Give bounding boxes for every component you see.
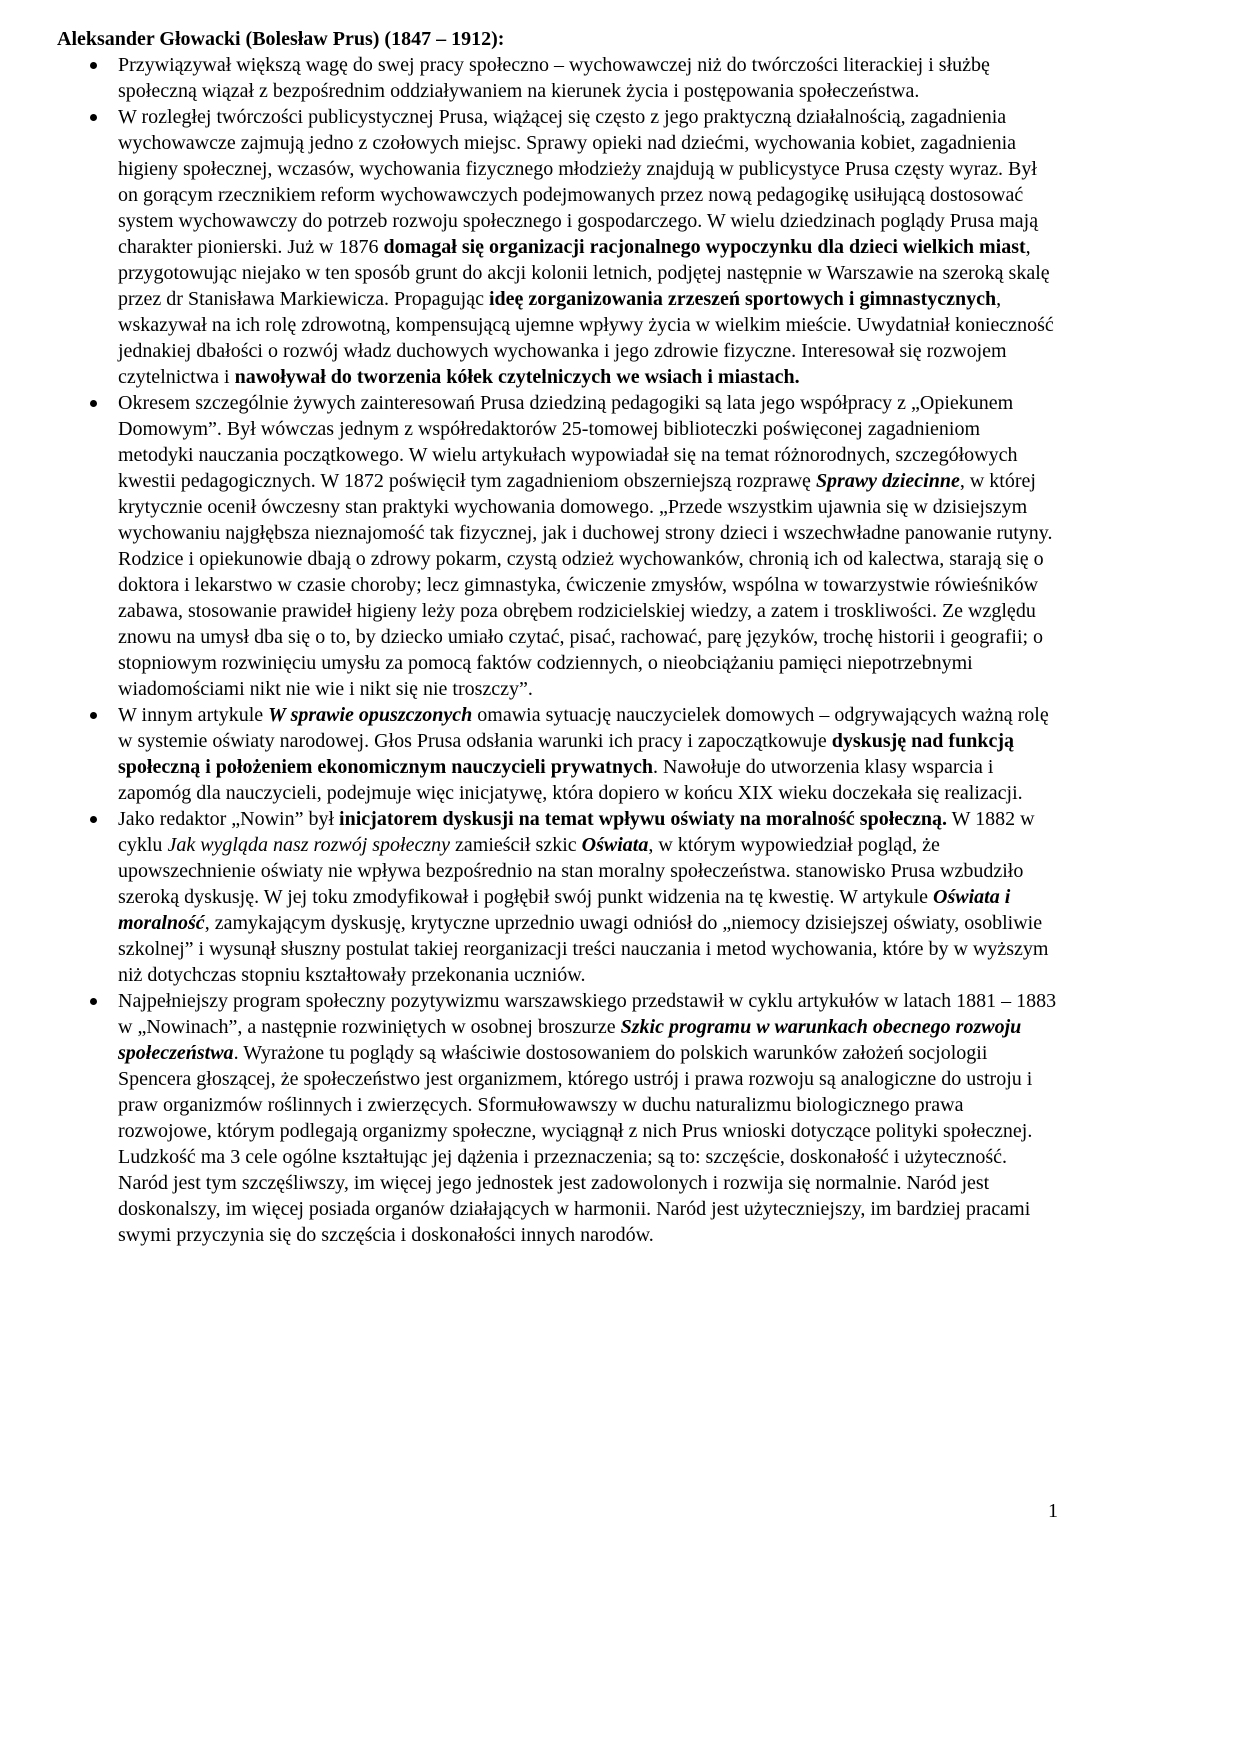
bullet-marker-icon xyxy=(90,712,97,719)
text-run: Oświata i moralność xyxy=(118,886,1011,934)
text-run: Szkic programu w warunkach obecnego rozwoju społeczeństwa xyxy=(118,1016,1022,1064)
text-run: , przygotowując niejako w ten sposób grunt do akcji kolonii letnich, podjętej następnie w Warszawie na szeroką skalę przez dr Stanisława Markiewicza. Propagując xyxy=(118,236,1050,310)
bullet-item xyxy=(57,104,1060,390)
text-run: Przywiązywał większą wagę do swej pracy społeczno – wychowawczej niż do twórczości literackiej i służbę społeczną wiązał z bezpośrednim oddziaływaniem na kierunek życia i postępowania społeczeństwa. xyxy=(118,54,990,102)
bullet-marker-icon xyxy=(90,400,97,407)
text-run: . Nawołuje do utworzenia klasy wsparcia i zapomóg dla nauczycieli, podejmuje więc inicjatywę, która dopiero w końcu XIX wieku doczekała się realizacji. xyxy=(118,756,1023,804)
text-run: inicjatorem dyskusji na temat wpływu oświaty na moralność społeczną. xyxy=(339,808,948,830)
text-run: , w której krytycznie ocenił ówczesny stan praktyki wychowania domowego. „Przede wszystkim ujawnia się w dzisiejszym wychowaniu najgłębsza nieznajomość tak fizycznej, jak i duchowej strony dzieci i wszechwładne panowanie rutyny. Rodzice i opiekunowie dbają o zdrowy pokarm, czystą odzież wychowanków, chronią ich od kalectwa, starają się o doktora i lekarstwo w czasie choroby; lecz gimnastyka, ćwiczenie zmysłów, wspólna w towarzystwie rówieśników zabawa, stosowanie prawideł higieny leży poza obrębem rodzicielskiej wiedzy, a zatem i troskliwości. Ze względu znowu na umysł dba się o to, by dziecko umiało czytać, pisać, rachować, parę języków, trochę historii i geografii; o stopniowym rozwinięciu umysłu za pomocą faktów codziennych, o nieobciążaniu pamięci niepotrzebnymi wiadomościami nikt nie wie i nikt się nie troszczy”. xyxy=(118,470,1053,700)
bullet-text xyxy=(118,704,1049,804)
text-run: Jak wygląda nasz rozwój społeczny xyxy=(167,834,451,856)
text-run: Jako redaktor „Nowin” był xyxy=(118,808,340,830)
bullet-text xyxy=(118,392,1052,700)
text-run: Najpełniejszy program społeczny pozytywizmu warszawskiego przedstawił w cyklu artykułów w latach 1881 – 1883 w „Nowinach”, a następnie rozwiniętych w osobnej broszurze xyxy=(118,990,1057,1038)
bullet-item xyxy=(57,52,1060,104)
text-run: omawia sytuację nauczycielek domowych – odgrywających ważną rolę w systemie oświaty narodowej. Głos Prusa odsłania warunki ich pracy i zapoczątkowuje xyxy=(118,704,1049,752)
text-run: , zamykającym dyskusję, krytyczne uprzednio uwagi odniósł do „niemocy dzisiejszej oświaty, osobliwie szkolnej” i wysunął słuszny postulat takiej reorganizacji treści nauczania i metod wychowania, które by w wyższym niż dotychczas stopniu kształtowały przekonania uczniów. xyxy=(118,912,1049,986)
bullet-item xyxy=(57,390,1060,702)
bullet-item xyxy=(57,988,1060,1248)
text-run: Okresem szczególnie żywych zainteresowań Prusa dziedziną pedagogiki są lata jego współpracy z „Opiekunem Domowym”. Był wówczas jednym z współredaktorów 25-tomowej biblioteczki poświęconej zagadnieniom metodyki nauczania początkowego. W wielu artykułach wypowiadał się na temat różnorodnych, szczegółowych kwestii pedagogicznych. W 1872 poświęcił tym zagadnieniom obszerniejszą rozprawę xyxy=(118,392,1018,492)
text-run: Oświata xyxy=(581,834,649,856)
bullet-text xyxy=(118,990,1056,1246)
text-run: . Wyrażone tu poglądy są właściwie dostosowaniem do polskich warunków założeń socjologii Spencera głoszącej, że społeczeństwo jest organizmem, którego ustrój i prawa rozwoju są analogiczne do ustroju i praw organizmów roślinnych i zwierzęcych. Sformułowawszy w duchu naturalizmu biologicznego prawa rozwojowe, którym podlegają organizmy społeczne, wyciągnął z nich Prus wnioski dotyczące polityki społecznej. Ludzkość ma 3 cele ogólne kształtując jej dążenia i przeznaczenia; są to: szczęście, doskonałość i użyteczność. Naród jest tym szczęśliwszy, im więcej jego jednostek jest zadowolonych i rozwija się normalnie. Naród jest doskonalszy, im więcej posiada organów działających w harmonii. Naród jest użyteczniejszy, im bardziej pracami swymi przyczynia się do szczęścia i doskonałości innych narodów. xyxy=(118,1042,1033,1246)
text-run: zamieścił szkic xyxy=(450,834,582,856)
bullet-text xyxy=(118,106,1054,388)
page-number: 1 xyxy=(1048,1500,1058,1522)
text-run: W rozległej twórczości publicystycznej Prusa, wiążącej się często z jego praktyczną działalnością, zagadnienia wychowawcze zajmują jedno z czołowych miejsc. Sprawy opieki nad dziećmi, wychowania kobiet, zagadnienia higieny społecznej, wczasów, wychowania fizycznego młodzieży znajdują w publicystyce Prusa częsty wyraz. Był on gorącym rzecznikiem reform wychowawczych podejmowanych przez nową pedagogikę usiłującą dostosować system wychowawczy do potrzeb rozwoju społecznego i gospodarczego. W wielu dziedzinach poglądy Prusa mają charakter pionierski. Już w 1876 xyxy=(118,106,1039,258)
page-title: Aleksander Głowacki (Bolesław Prus) (1847 – 1912): xyxy=(57,28,505,50)
bullet-marker-icon xyxy=(90,62,97,69)
bullet-text xyxy=(118,808,1048,986)
bullet-item xyxy=(57,806,1060,988)
text-run: Sprawy dziecinne xyxy=(815,470,960,492)
bullet-marker-icon xyxy=(90,998,97,1005)
text-run: W 1882 w cyklu xyxy=(118,808,1035,856)
text-run: domagał się organizacji racjonalnego wypoczynku dla dzieci wielkich miast xyxy=(383,236,1026,258)
bullet-marker-icon xyxy=(90,114,97,121)
text-run: ideę zorganizowania zrzeszeń sportowych i gimnastycznych xyxy=(488,288,997,310)
bullet-list xyxy=(57,52,1060,1248)
text-run: , w którym wypowiedział pogląd, że upowszechnienie oświaty nie wpływa bezpośrednio na stan moralny społeczeństwa. stanowisko Prusa wzbudziło szeroką dyskusję. W jej toku zmodyfikował i pogłębił swój punkt widzenia na tę kwestię. W artykule xyxy=(118,834,1024,908)
bullet-item xyxy=(57,702,1060,806)
text-run: W sprawie opuszczonych xyxy=(268,704,473,726)
text-run: dyskusję nad funkcją społeczną i położeniem ekonomicznym nauczycieli prywatnych xyxy=(118,730,1014,778)
bullet-text xyxy=(118,54,990,102)
text-run: , wskazywał na ich rolę zdrowotną, kompensującą ujemne wpływy życia w wielkim mieście. Uwydatniał konieczność jednakiej dbałości o rozwój władz duchowych wychowanka i jego zdrowie fizyczne. Interesował się rozwojem czytelnictwa i xyxy=(118,288,1054,388)
text-run: nawoływał do tworzenia kółek czytelniczych we wsiach i miastach. xyxy=(234,366,800,388)
bullet-marker-icon xyxy=(90,816,97,823)
text-run: W innym artykule xyxy=(118,704,269,726)
